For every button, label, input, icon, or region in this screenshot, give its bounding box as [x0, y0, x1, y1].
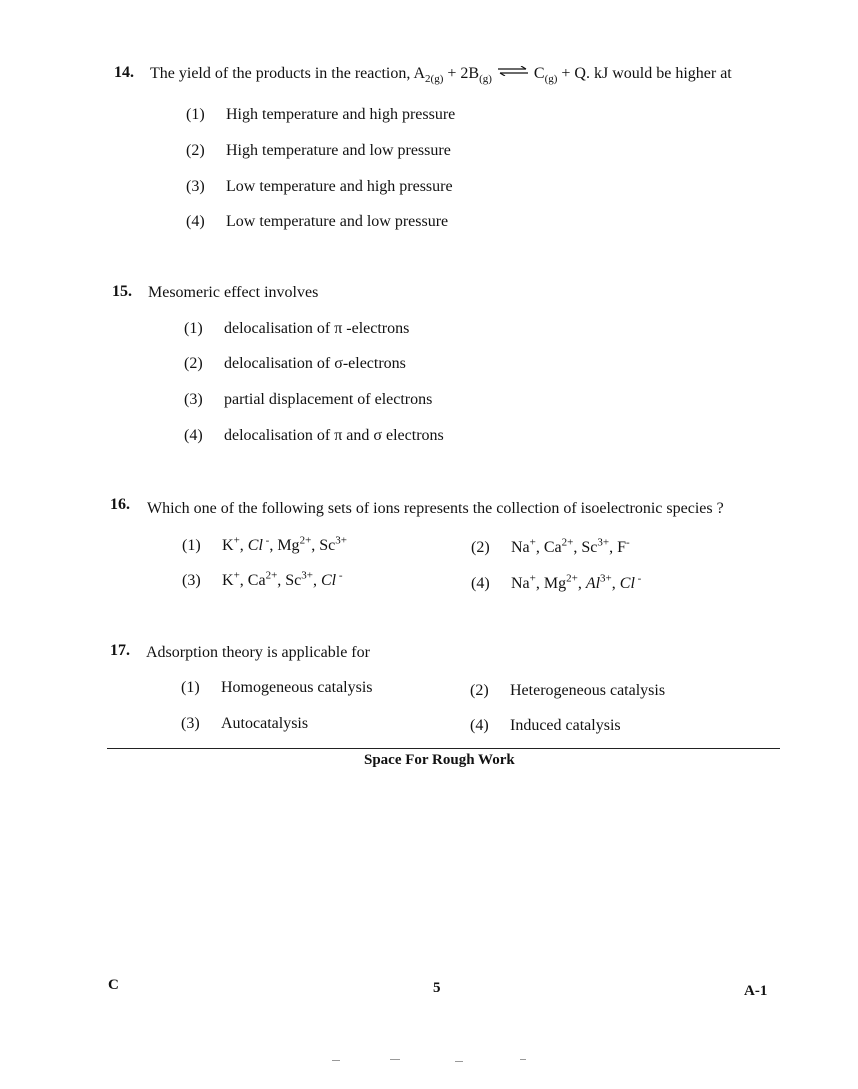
option-text: delocalisation of π and σ electrons: [224, 427, 444, 444]
equilibrium-arrow-icon: [496, 66, 530, 76]
option-number: (1): [181, 679, 200, 696]
option-4[interactable]: [471, 572, 642, 593]
option-number: (2): [184, 355, 203, 372]
option-number: (1): [186, 106, 205, 123]
footer-series-code: C: [108, 977, 119, 993]
reactant-a-subscript: 2(g): [425, 73, 444, 86]
option-text: Homogeneous catalysis: [221, 679, 373, 696]
question-stem: The yield of the products in the reaction,: [150, 65, 411, 82]
option-2[interactable]: [470, 682, 665, 700]
option-text: K+, Cl -, $Mg^{2+}$, $Sc^{3+}$: [222, 534, 347, 554]
footer-booklet-code: A-1: [744, 983, 768, 999]
option-number: (4): [184, 427, 203, 444]
divider-line: [107, 748, 780, 749]
option-1[interactable]: [182, 534, 347, 555]
option-number: (4): [470, 717, 489, 734]
question-number: 17.: [110, 642, 130, 659]
page-number: 5: [433, 980, 441, 996]
option-text: High temperature and high pressure: [226, 106, 456, 123]
option-1[interactable]: [184, 320, 409, 338]
question-text: [150, 65, 732, 86]
option-text: Low temperature and low pressure: [226, 213, 449, 230]
reactant-b: + 2B: [447, 65, 480, 82]
reactant-b-subscript: (g): [479, 73, 492, 86]
option-text: Low temperature and high pressure: [226, 178, 453, 195]
option-1[interactable]: [186, 106, 455, 124]
option-number: (3): [186, 178, 205, 195]
option-3[interactable]: [181, 715, 308, 733]
option-number: (3): [184, 391, 203, 408]
scan-mark: [520, 1059, 526, 1060]
reaction-tail: + Q. kJ would be higher at: [561, 65, 732, 82]
option-1[interactable]: [181, 679, 373, 697]
option-text: Autocatalysis: [221, 715, 309, 732]
option-2[interactable]: [186, 142, 451, 160]
option-2[interactable]: [471, 536, 630, 557]
question-text: Which one of the following sets of ions represents the collection of isoelectronic species ?: [147, 500, 724, 517]
scan-mark: [390, 1059, 400, 1060]
product-c: C: [533, 65, 545, 82]
option-text: Na+, $Ca^{2+}$, $Sc^{3+}$, F-: [511, 536, 630, 556]
option-3[interactable]: [184, 391, 432, 409]
question-number: 16.: [110, 496, 130, 513]
scan-mark: [332, 1060, 340, 1061]
question-text: Mesomeric effect involves: [148, 284, 319, 301]
option-text: Heterogeneous catalysis: [510, 682, 666, 699]
option-number: (2): [471, 539, 490, 556]
option-number: (2): [186, 142, 205, 159]
option-4[interactable]: [470, 717, 621, 735]
option-text: partial displacement of electrons: [224, 391, 433, 408]
option-text: High temperature and low pressure: [226, 142, 451, 159]
option-text: delocalisation of π -electrons: [224, 320, 410, 337]
product-c-subscript: (g): [544, 73, 558, 86]
scan-mark: [455, 1061, 463, 1062]
option-number: (2): [470, 682, 489, 699]
option-number: (3): [181, 715, 200, 732]
reactant-a: A: [413, 65, 426, 82]
option-number: (4): [471, 575, 490, 592]
option-4[interactable]: [184, 427, 444, 445]
option-text: K+, $Ca^{2+}$, $Sc^{3+}$, Cl -: [222, 569, 343, 589]
option-text: Induced catalysis: [510, 717, 621, 734]
option-number: (4): [186, 213, 205, 230]
option-3[interactable]: [182, 569, 343, 590]
reaction-equation: [413, 65, 732, 86]
option-4[interactable]: [186, 213, 448, 231]
option-3[interactable]: [186, 178, 453, 196]
question-text: Adsorption theory is applicable for: [146, 644, 370, 661]
option-text: delocalisation of σ-electrons: [224, 355, 406, 372]
option-text: Na+, $Mg^{2+}$, $Al^{3+}$, Cl -: [511, 572, 642, 592]
rough-work-heading: Space For Rough Work: [364, 752, 515, 768]
option-number: (1): [182, 537, 201, 554]
option-number: (3): [182, 572, 201, 589]
question-number: 14.: [114, 64, 134, 81]
option-number: (1): [184, 320, 203, 337]
question-number: 15.: [112, 283, 132, 300]
option-2[interactable]: [184, 355, 406, 373]
